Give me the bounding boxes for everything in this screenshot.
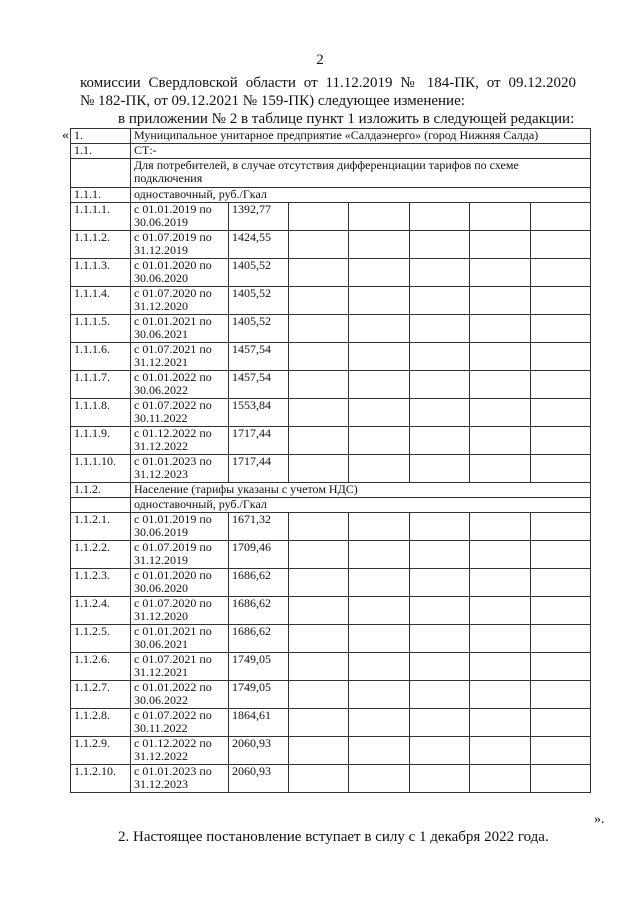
empty-cell <box>410 541 470 569</box>
empty-cell <box>289 231 349 259</box>
table-row <box>71 765 591 793</box>
cell-period: с 01.07.2022 по 30.11.2022 <box>131 399 229 427</box>
table-row <box>71 427 591 455</box>
intro-line-1: комиссии Свердловской области от 11.12.2019 № 184-ПК, от 09.12.2020 <box>80 75 576 91</box>
table-row-org <box>71 129 591 144</box>
cell-value: 1686,62 <box>229 625 289 653</box>
empty-cell <box>289 541 349 569</box>
empty-cell <box>470 343 531 371</box>
empty-cell <box>289 513 349 541</box>
table-row <box>71 371 591 399</box>
cell-num: 1.1.1.6. <box>71 343 131 371</box>
table-row <box>71 513 591 541</box>
empty-cell <box>289 681 349 709</box>
empty-cell <box>531 315 591 343</box>
empty-cell <box>531 513 591 541</box>
table-row-st <box>71 144 591 159</box>
cell-num: 1.1.2.7. <box>71 681 131 709</box>
empty-cell <box>410 709 470 737</box>
table-row <box>71 315 591 343</box>
tariff-table-body <box>71 129 591 793</box>
empty-cell <box>289 597 349 625</box>
empty-cell <box>410 315 470 343</box>
empty-cell <box>531 569 591 597</box>
empty-cell <box>349 343 410 371</box>
cell-num: 1.1.1.5. <box>71 315 131 343</box>
empty-cell <box>470 315 531 343</box>
empty-cell <box>410 681 470 709</box>
empty-cell <box>349 287 410 315</box>
cell-num: 1.1.1.9. <box>71 427 131 455</box>
table-row-consumers <box>71 159 591 188</box>
empty-cell <box>349 709 410 737</box>
empty-cell <box>410 569 470 597</box>
cell-num: 1.1.2.3. <box>71 569 131 597</box>
empty-cell <box>289 427 349 455</box>
table-row <box>71 737 591 765</box>
table-row <box>71 541 591 569</box>
empty-cell <box>410 513 470 541</box>
empty-cell <box>470 259 531 287</box>
empty-cell <box>531 765 591 793</box>
table-row <box>71 681 591 709</box>
cell-value: 1671,32 <box>229 513 289 541</box>
empty-cell <box>349 231 410 259</box>
empty-cell <box>410 371 470 399</box>
cell-value: 2060,93 <box>229 737 289 765</box>
empty-cell <box>289 287 349 315</box>
empty-cell <box>410 259 470 287</box>
table-row <box>71 653 591 681</box>
cell-period: с 01.01.2021 по 30.06.2021 <box>131 625 229 653</box>
empty-cell <box>289 399 349 427</box>
cell-num: 1.1.1.2. <box>71 231 131 259</box>
empty-cell <box>531 737 591 765</box>
empty-cell <box>349 427 410 455</box>
empty-cell <box>410 427 470 455</box>
empty-cell <box>531 541 591 569</box>
cell-value: 1749,05 <box>229 653 289 681</box>
empty-cell <box>289 455 349 483</box>
empty-cell <box>470 709 531 737</box>
cell-period: с 01.07.2019 по 31.12.2019 <box>131 541 229 569</box>
empty-cell <box>349 371 410 399</box>
table-row <box>71 259 591 287</box>
empty-cell <box>531 625 591 653</box>
empty-cell <box>71 159 131 188</box>
cell-period: с 01.12.2022 по 31.12.2022 <box>131 427 229 455</box>
cell-period: с 01.07.2019 по 31.12.2019 <box>131 231 229 259</box>
cell-value: 1717,44 <box>229 427 289 455</box>
cell-num: 1.1.1.1. <box>71 203 131 231</box>
empty-cell <box>470 541 531 569</box>
group1-label: одноставочный, руб./Гкал <box>131 188 591 203</box>
empty-cell <box>470 399 531 427</box>
empty-cell <box>349 259 410 287</box>
cell-num: 1.1.2.6. <box>71 653 131 681</box>
empty-cell <box>470 681 531 709</box>
cell-period: с 01.01.2020 по 30.06.2020 <box>131 569 229 597</box>
empty-cell <box>410 625 470 653</box>
empty-cell <box>349 681 410 709</box>
cell-period: с 01.01.2022 по 30.06.2022 <box>131 371 229 399</box>
empty-cell <box>531 455 591 483</box>
intro-line-2: № 182-ПК, от 09.12.2021 № 159-ПК) следующее изменение: <box>80 93 465 109</box>
table-row <box>71 455 591 483</box>
empty-cell <box>470 203 531 231</box>
table-row <box>71 597 591 625</box>
intro-line-3: в приложении № 2 в таблице пункт 1 изложить в следующей редакции: <box>118 111 575 127</box>
empty-cell <box>349 653 410 681</box>
empty-cell <box>289 737 349 765</box>
table-row <box>71 569 591 597</box>
empty-cell <box>531 231 591 259</box>
cell-num: 1.1.1.8. <box>71 399 131 427</box>
row-label: Население (тарифы указаны с учетом НДС) <box>131 483 591 498</box>
empty-cell <box>531 203 591 231</box>
cell-num: 1.1.2.2. <box>71 541 131 569</box>
opening-quote: « <box>62 128 69 143</box>
cell-num: 1.1.1.4. <box>71 287 131 315</box>
empty-cell <box>349 569 410 597</box>
cell-value: 1424,55 <box>229 231 289 259</box>
empty-cell <box>289 569 349 597</box>
cell-value: 1709,46 <box>229 541 289 569</box>
cell-value: 1405,52 <box>229 315 289 343</box>
cell-value: 1405,52 <box>229 259 289 287</box>
cell-value: 1457,54 <box>229 343 289 371</box>
tariff-table <box>70 128 591 793</box>
cell-num: 1.1.1.3. <box>71 259 131 287</box>
cell-period: с 01.07.2021 по 31.12.2021 <box>131 343 229 371</box>
table-row <box>71 287 591 315</box>
empty-cell <box>410 653 470 681</box>
cell-period: с 01.01.2022 по 30.06.2022 <box>131 681 229 709</box>
table-row <box>71 709 591 737</box>
cell-value: 1686,62 <box>229 597 289 625</box>
empty-cell <box>349 399 410 427</box>
empty-cell <box>531 343 591 371</box>
empty-cell <box>531 259 591 287</box>
empty-cell <box>470 625 531 653</box>
cell-period: с 01.01.2019 по 30.06.2019 <box>131 513 229 541</box>
empty-cell <box>349 315 410 343</box>
cell-period: с 01.01.2019 по 30.06.2019 <box>131 203 229 231</box>
empty-cell <box>531 399 591 427</box>
consumers-desc: Для потребителей, в случае отсутствия дифференциации тарифов по схеме подключения <box>131 159 591 188</box>
table-row <box>71 203 591 231</box>
empty-cell <box>410 765 470 793</box>
empty-cell <box>470 427 531 455</box>
cell-num: 1.1.2.9. <box>71 737 131 765</box>
row-num <box>71 498 131 513</box>
table-row <box>71 343 591 371</box>
empty-cell <box>349 541 410 569</box>
st-label: СТ:- <box>131 144 591 159</box>
empty-cell <box>470 569 531 597</box>
cell-num: 1.1.1.10. <box>71 455 131 483</box>
empty-cell <box>349 513 410 541</box>
cell-period: с 01.12.2022 по 31.12.2022 <box>131 737 229 765</box>
cell-num: 1.1.2.5. <box>71 625 131 653</box>
empty-cell <box>289 709 349 737</box>
empty-cell <box>349 625 410 653</box>
empty-cell <box>410 231 470 259</box>
empty-cell <box>470 653 531 681</box>
cell-value: 1717,44 <box>229 455 289 483</box>
cell-num: 1.1.2.8. <box>71 709 131 737</box>
cell-period: с 01.01.2023 по 31.12.2023 <box>131 455 229 483</box>
group1-num: 1.1.1. <box>71 188 131 203</box>
cell-period: с 01.01.2023 по 31.12.2023 <box>131 765 229 793</box>
empty-cell <box>289 203 349 231</box>
empty-cell <box>531 653 591 681</box>
empty-cell <box>410 737 470 765</box>
cell-value: 1553,84 <box>229 399 289 427</box>
empty-cell <box>349 455 410 483</box>
table-row-population <box>71 483 591 498</box>
empty-cell <box>349 765 410 793</box>
row-num: 1.1.2. <box>71 483 131 498</box>
st-num: 1.1. <box>71 144 131 159</box>
cell-value: 1749,05 <box>229 681 289 709</box>
empty-cell <box>470 371 531 399</box>
cell-period: с 01.01.2020 по 30.06.2020 <box>131 259 229 287</box>
empty-cell <box>410 287 470 315</box>
cell-value: 1457,54 <box>229 371 289 399</box>
cell-period: с 01.07.2020 по 31.12.2020 <box>131 597 229 625</box>
cell-num: 1.1.2.4. <box>71 597 131 625</box>
empty-cell <box>410 343 470 371</box>
cell-value: 2060,93 <box>229 765 289 793</box>
table-row-population-sub <box>71 498 591 513</box>
table-row <box>71 231 591 259</box>
empty-cell <box>410 597 470 625</box>
empty-cell <box>531 371 591 399</box>
empty-cell <box>410 455 470 483</box>
cell-period: с 01.07.2021 по 31.12.2021 <box>131 653 229 681</box>
empty-cell <box>289 315 349 343</box>
empty-cell <box>470 597 531 625</box>
empty-cell <box>531 427 591 455</box>
footer-paragraph: 2. Настоящее постановление вступает в силу с 1 декабря 2022 года. <box>118 829 549 845</box>
cell-period: с 01.07.2020 по 31.12.2020 <box>131 287 229 315</box>
empty-cell <box>531 597 591 625</box>
cell-num: 1.1.2.10. <box>71 765 131 793</box>
table-row <box>71 625 591 653</box>
table-row <box>71 399 591 427</box>
row-label: одноставочный, руб./Гкал <box>131 498 591 513</box>
empty-cell <box>531 287 591 315</box>
empty-cell <box>289 765 349 793</box>
empty-cell <box>289 259 349 287</box>
empty-cell <box>349 737 410 765</box>
empty-cell <box>470 737 531 765</box>
empty-cell <box>289 625 349 653</box>
cell-period: с 01.01.2021 по 30.06.2021 <box>131 315 229 343</box>
empty-cell <box>289 371 349 399</box>
empty-cell <box>289 653 349 681</box>
page-number: 2 <box>316 52 324 68</box>
empty-cell <box>470 765 531 793</box>
empty-cell <box>470 287 531 315</box>
cell-num: 1.1.2.1. <box>71 513 131 541</box>
cell-value: 1405,52 <box>229 287 289 315</box>
org-num: 1. <box>71 129 131 144</box>
table-row-group1 <box>71 188 591 203</box>
empty-cell <box>410 399 470 427</box>
empty-cell <box>470 231 531 259</box>
empty-cell <box>289 343 349 371</box>
cell-value: 1392,77 <box>229 203 289 231</box>
empty-cell <box>531 681 591 709</box>
cell-period: с 01.07.2022 по 30.11.2022 <box>131 709 229 737</box>
cell-value: 1686,62 <box>229 569 289 597</box>
cell-value: 1864,61 <box>229 709 289 737</box>
empty-cell <box>470 455 531 483</box>
empty-cell <box>349 597 410 625</box>
cell-num: 1.1.1.7. <box>71 371 131 399</box>
empty-cell <box>410 203 470 231</box>
closing-quote: ». <box>594 812 605 827</box>
org-name: Муниципальное унитарное предприятие «Салдаэнерго» (город Нижняя Салда) <box>131 129 591 144</box>
empty-cell <box>470 513 531 541</box>
empty-cell <box>349 203 410 231</box>
empty-cell <box>531 709 591 737</box>
